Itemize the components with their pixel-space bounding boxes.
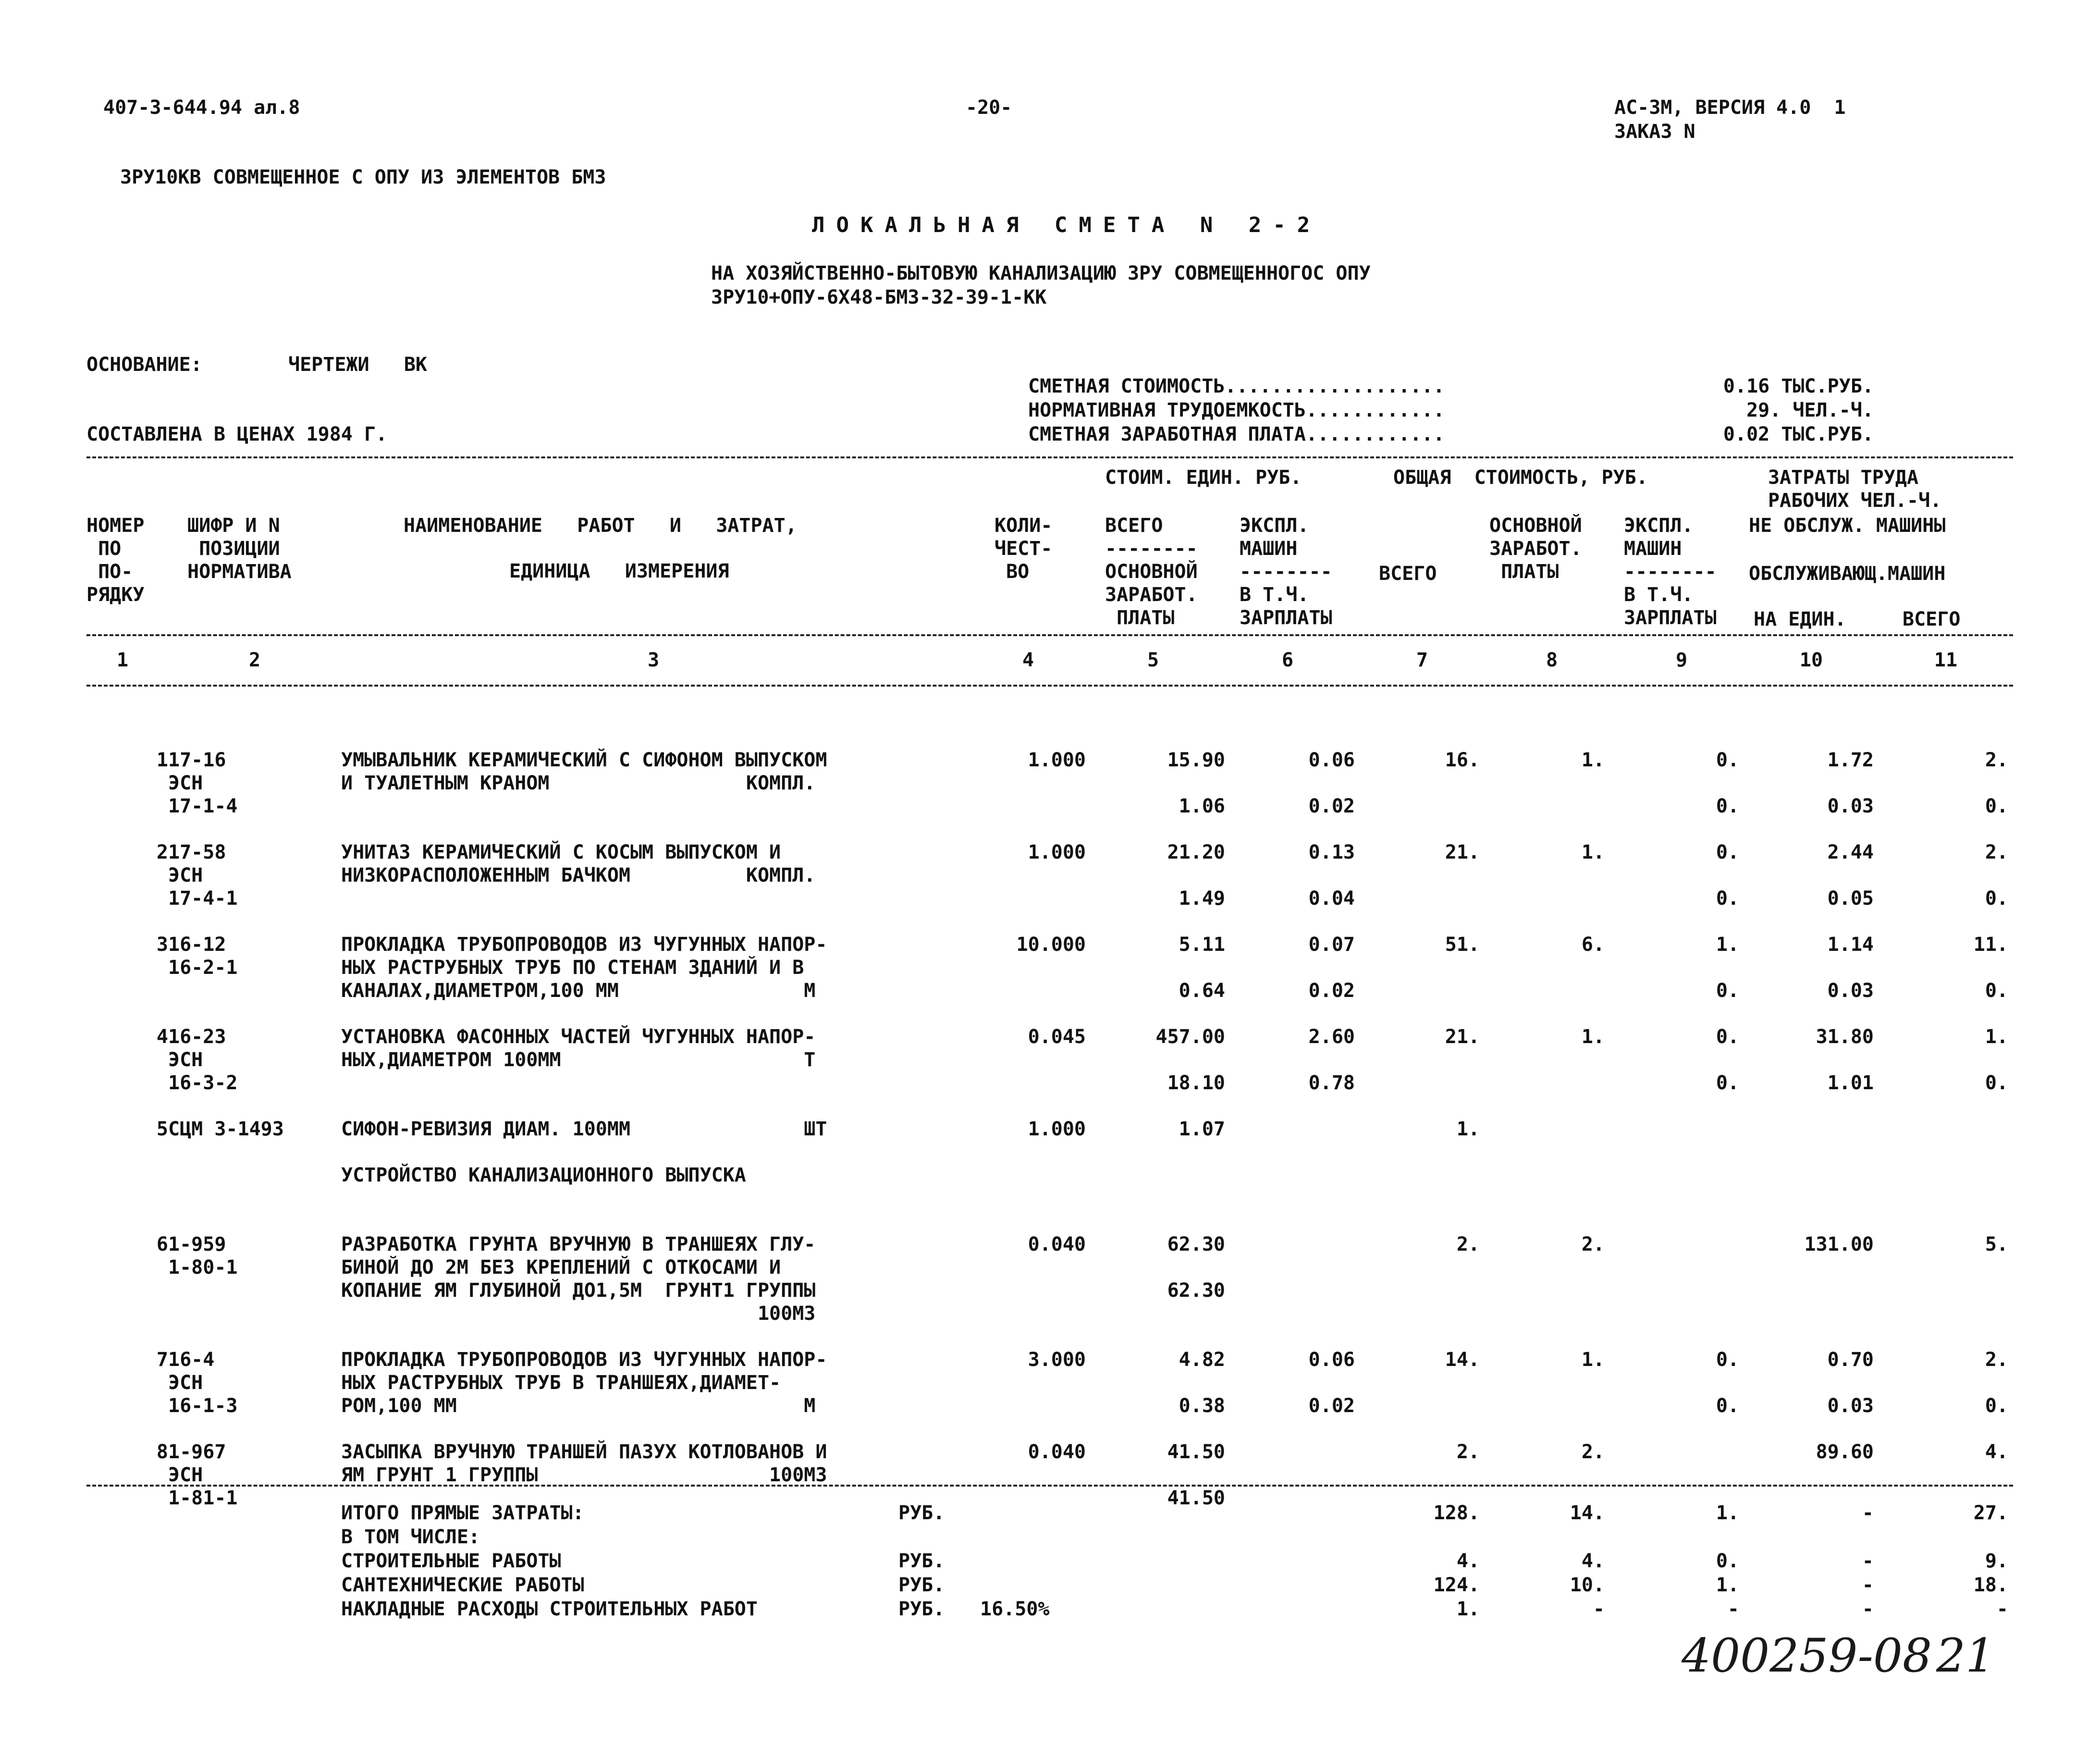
total-label: НАКЛАДНЫЕ РАСХОДЫ СТРОИТЕЛЬНЫХ РАБОТ — [341, 1598, 758, 1620]
unit-cost-machines: 0.02 — [1308, 980, 1355, 1002]
total-machines: 0. — [1716, 980, 1739, 1002]
summary-wage-label: СМЕТНАЯ ЗАРАБОТНАЯ ПЛАТА............ — [1028, 423, 1445, 445]
quantity: 1.000 — [1028, 1118, 1086, 1140]
row-number: 3 — [156, 934, 168, 956]
quantity: 0.045 — [1028, 1026, 1086, 1048]
norm-code: 17-4-1 — [168, 887, 238, 910]
total-cost: 2. — [1456, 1441, 1480, 1463]
total-percent: 16.50% — [980, 1598, 1050, 1620]
norm-code: СЦМ 3-1493 — [168, 1118, 284, 1140]
row-number: 6 — [156, 1233, 168, 1255]
unit-cost-machines: 0.02 — [1308, 1395, 1355, 1417]
work-name: НЫХ,ДИАМЕТРОМ 100ММ Т — [341, 1049, 816, 1071]
labor-total: 0. — [1985, 795, 2008, 817]
unit-cost-machines: 0.04 — [1308, 887, 1355, 910]
work-name: УСТАНОВКА ФАСОННЫХ ЧАСТЕЙ ЧУГУННЫХ НАПОР- — [341, 1026, 816, 1048]
work-name: ЗАСЫПКА ВРУЧНУЮ ТРАНШЕЙ ПАЗУХ КОТЛОВАНОВ И — [341, 1441, 827, 1463]
total-machines: 1. — [1716, 1574, 1739, 1596]
unit-cost-total: 0.64 — [1179, 980, 1225, 1002]
object-name: ЗРУ10КВ СОВМЕЩЕННОЕ С ОПУ ИЗ ЭЛЕМЕНТОВ БМЗ — [120, 166, 606, 188]
col-header-quantity: КОЛИ- ЧЕСТ- ВО — [995, 515, 1053, 583]
basis-value: ЧЕРТЕЖИ ВК — [288, 354, 427, 376]
labor-per-unit: 0.03 — [1827, 980, 1874, 1002]
total-wages: 6. — [1581, 934, 1605, 956]
total-cost: 1. — [1456, 1118, 1480, 1140]
labor-total: 0. — [1985, 1395, 2008, 1417]
total-cost: 21. — [1445, 1026, 1480, 1048]
total-label: СТРОИТЕЛЬНЫЕ РАБОТЫ — [341, 1550, 561, 1572]
norm-code: 16-3-2 — [168, 1072, 238, 1094]
labor-per-unit: - — [1862, 1598, 1874, 1620]
total-label: ИТОГО ПРЯМЫЕ ЗАТРАТЫ: — [341, 1502, 584, 1524]
work-name: 100М3 — [341, 1303, 816, 1325]
estimate-title: ЛОКАЛЬНАЯ СМЕТА N 2-2 — [812, 213, 1322, 237]
sheet-number: 21 — [1936, 1629, 1995, 1683]
work-name: КАНАЛАХ,ДИАМЕТРОМ,100 ММ M — [341, 980, 816, 1002]
col-num: 11 — [1934, 649, 1958, 671]
total-unit: РУБ. — [898, 1574, 945, 1596]
total-wages: 1. — [1581, 1349, 1605, 1371]
norm-code: 16-2-1 — [168, 957, 238, 979]
rule-top — [86, 456, 2013, 458]
section-heading: УСТРОЙСТВО КАНАЛИЗАЦИОННОГО ВЫПУСКА — [341, 1164, 746, 1186]
summary-labor-label: НОРМАТИВНАЯ ТРУДОЕМКОСТЬ............ — [1028, 399, 1445, 421]
total-wages: 4. — [1581, 1550, 1605, 1572]
work-name: РАЗРАБОТКА ГРУНТА ВРУЧНУЮ В ТРАНШЕЯХ ГЛУ- — [341, 1233, 816, 1255]
labor-total: 27. — [1973, 1502, 2008, 1524]
labor-total: 5. — [1985, 1233, 2008, 1255]
labor-per-unit: - — [1862, 1574, 1874, 1596]
total-machines: 0. — [1716, 887, 1739, 910]
row-number: 4 — [156, 1026, 168, 1048]
norm-code: 16-4 — [168, 1349, 215, 1371]
total-cost: 21. — [1445, 841, 1480, 863]
work-name: ПРОКЛАДКА ТРУБОПРОВОДОВ ИЗ ЧУГУННЫХ НАПОР- — [341, 934, 827, 956]
total-machines: 0. — [1716, 1349, 1739, 1371]
norm-code: 17-1-4 — [168, 795, 238, 817]
unit-cost-machines: 0.78 — [1308, 1072, 1355, 1094]
work-name: ЯМ ГРУНТ 1 ГРУППЫ 100М3 — [341, 1464, 827, 1486]
estimate-subtitle-1: НА ХОЗЯЙСТВЕННО-БЫТОВУЮ КАНАЛИЗАЦИЮ ЗРУ СОВМЕЩЕННОГОС ОПУ — [711, 262, 1371, 284]
total-machines: 0. — [1716, 749, 1739, 771]
labor-per-unit: 1.72 — [1827, 749, 1874, 771]
quantity: 10.000 — [1016, 934, 1086, 956]
col-num: 9 — [1675, 649, 1688, 671]
col-header-per-unit: НА ЕДИН. — [1754, 608, 1846, 630]
total-cost: 2. — [1456, 1233, 1480, 1255]
total-label: САНТЕХНИЧЕСКИЕ РАБОТЫ — [341, 1574, 584, 1596]
labor-total: 0. — [1985, 980, 2008, 1002]
labor-total: 1. — [1985, 1026, 2008, 1048]
price-level: СОСТАВЛЕНА В ЦЕНАХ 1984 Г. — [86, 423, 388, 445]
total-label: В ТОМ ЧИСЛЕ: — [341, 1526, 480, 1548]
col-header-all: ВСЕГО — [1903, 608, 1961, 630]
page-number: -20- — [966, 97, 1012, 119]
col-num: 4 — [1022, 649, 1034, 671]
total-machines: - — [1727, 1598, 1739, 1620]
col-header-wages: ОСНОВНОЙ ЗАРАБОТ. ПЛАТЫ — [1489, 515, 1582, 583]
col-header-total: ВСЕГО — [1379, 563, 1437, 585]
total-wages: 1. — [1581, 749, 1605, 771]
labor-total: 9. — [1985, 1550, 2008, 1572]
unit-cost-total: 21.20 — [1167, 841, 1225, 863]
unit-cost-total: 1.06 — [1179, 795, 1225, 817]
rule-header-bottom — [86, 634, 2013, 636]
total-machines: 0. — [1716, 1395, 1739, 1417]
total-wages: 2. — [1581, 1441, 1605, 1463]
norm-code: ЭСН — [168, 864, 203, 886]
labor-total: 0. — [1985, 887, 2008, 910]
work-name: РОМ,100 ММ М — [341, 1395, 816, 1417]
work-name: УНИТАЗ КЕРАМИЧЕСКИЙ С КОСЫМ ВЫПУСКОМ И — [341, 841, 781, 863]
norm-code: ЭСН — [168, 1464, 203, 1486]
total-cost: 16. — [1445, 749, 1480, 771]
quantity: 1.000 — [1028, 749, 1086, 771]
total-machines: 0. — [1716, 1072, 1739, 1094]
unit-cost-total: 0.38 — [1179, 1395, 1225, 1417]
col-num: 6 — [1281, 649, 1294, 671]
summary-wage-value: 0.02 ТЫС.РУБ. — [1723, 423, 1874, 445]
work-name: НЫХ РАСТРУБНЫХ ТРУБ В ТРАНШЕЯХ,ДИАМЕТ- — [341, 1372, 781, 1394]
unit-cost-total: 4.82 — [1179, 1349, 1225, 1371]
col-header-unit-total: ВСЕГО -------- ОСНОВНОЙ ЗАРАБОТ. ПЛАТЫ — [1105, 515, 1198, 629]
norm-code: 1-959 — [168, 1233, 226, 1255]
labor-per-unit: 0.03 — [1827, 1395, 1874, 1417]
unit-cost-total: 62.30 — [1167, 1279, 1225, 1302]
norm-code: ЭСН — [168, 1372, 203, 1394]
norm-code: 1-967 — [168, 1441, 226, 1463]
total-machines: 1. — [1716, 934, 1739, 956]
total-cost: 14. — [1445, 1349, 1480, 1371]
unit-cost-machines: 0.06 — [1308, 1349, 1355, 1371]
work-name: НИЗКОРАСПОЛОЖЕННЫМ БАЧКОМ КОМПЛ. — [341, 864, 816, 886]
labor-per-unit: 89.60 — [1816, 1441, 1874, 1463]
labor-per-unit: 131.00 — [1804, 1233, 1874, 1255]
total-machines: 0. — [1716, 1026, 1739, 1048]
unit-cost-total: 41.50 — [1167, 1441, 1225, 1463]
unit-cost-total: 41.50 — [1167, 1487, 1225, 1509]
unit-cost-total: 457.00 — [1155, 1026, 1225, 1048]
row-number: 1 — [156, 749, 168, 771]
col-header-machines: ЭКСПЛ. МАШИН -------- В Т.Ч. ЗАРПЛАТЫ — [1624, 515, 1717, 629]
total-unit: РУБ. — [898, 1598, 945, 1620]
unit-cost-total: 15.90 — [1167, 749, 1225, 771]
system-version: АС-3М, ВЕРСИЯ 4.0 1 — [1614, 97, 1846, 119]
rule-numbers-bottom — [86, 685, 2013, 687]
row-number: 7 — [156, 1349, 168, 1371]
norm-code: ЭСН — [168, 1049, 203, 1071]
col-num: 5 — [1147, 649, 1159, 671]
row-number: 5 — [156, 1118, 168, 1140]
labor-per-unit: 1.01 — [1827, 1072, 1874, 1094]
quantity: 3.000 — [1028, 1349, 1086, 1371]
total-cost: 4. — [1456, 1550, 1480, 1572]
stamp-number: 400259-08 — [1682, 1629, 1932, 1683]
norm-code: 16-12 — [168, 934, 226, 956]
labor-total: 4. — [1985, 1441, 2008, 1463]
norm-code: ЭСН — [168, 772, 203, 794]
labor-total: 0. — [1985, 1072, 2008, 1094]
row-number: 8 — [156, 1441, 168, 1463]
total-machines: 0. — [1716, 1550, 1739, 1572]
labor-total: 2. — [1985, 1349, 2008, 1371]
col-header-labor: ЗАТРАТЫ ТРУДА РАБОЧИХ ЧЕЛ.-Ч. — [1768, 467, 1942, 512]
summary-cost-value: 0.16 ТЫС.РУБ. — [1723, 375, 1874, 397]
order-number: ЗАКАЗ N — [1614, 121, 1695, 143]
estimate-subtitle-2: ЗРУ10+ОПУ-6Х48-БМЗ-32-39-1-КК — [711, 286, 1047, 308]
unit-cost-machines: 0.02 — [1308, 795, 1355, 817]
summary-labor-value: 29. ЧЕЛ.-Ч. — [1735, 399, 1874, 421]
norm-code: 16-23 — [168, 1026, 226, 1048]
unit-cost-total: 5.11 — [1179, 934, 1225, 956]
work-name: ПРОКЛАДКА ТРУБОПРОВОДОВ ИЗ ЧУГУННЫХ НАПОР- — [341, 1349, 827, 1371]
labor-per-unit: - — [1862, 1550, 1874, 1572]
labor-total: 2. — [1985, 749, 2008, 771]
labor-total: 11. — [1973, 934, 2008, 956]
total-wages: 2. — [1581, 1233, 1605, 1255]
total-cost: 128. — [1433, 1502, 1480, 1524]
labor-per-unit: - — [1862, 1502, 1874, 1524]
labor-per-unit: 0.05 — [1827, 887, 1874, 910]
unit-cost-total: 1.07 — [1179, 1118, 1225, 1140]
total-machines: 0. — [1716, 841, 1739, 863]
total-machines: 0. — [1716, 795, 1739, 817]
norm-code: 1-81-1 — [168, 1487, 238, 1509]
quantity: 0.040 — [1028, 1233, 1086, 1255]
total-wages: 14. — [1570, 1502, 1605, 1524]
col-num: 1 — [116, 649, 129, 671]
labor-per-unit: 31.80 — [1816, 1026, 1874, 1048]
labor-total: - — [1996, 1598, 2008, 1620]
col-header-labor-sub2: ОБСЛУЖИВАЮЩ.МАШИН — [1749, 563, 1946, 585]
quantity: 0.040 — [1028, 1441, 1086, 1463]
quantity: 1.000 — [1028, 841, 1086, 863]
doc-code: 407-3-644.94 ал.8 — [103, 97, 300, 119]
basis-label: ОСНОВАНИЕ: — [86, 354, 202, 376]
total-unit: РУБ. — [898, 1550, 945, 1572]
col-header-row-number: НОМЕР ПО ПО- РЯДКУ — [86, 515, 145, 606]
work-name: УМЫВАЛЬНИК КЕРАМИЧЕСКИЙ С СИФОНОМ ВЫПУСКОМ — [341, 749, 827, 771]
unit-cost-total: 1.49 — [1179, 887, 1225, 910]
unit-cost-total: 62.30 — [1167, 1233, 1225, 1255]
norm-code: 17-58 — [168, 841, 226, 863]
unit-cost-total: 18.10 — [1167, 1072, 1225, 1094]
total-cost: 51. — [1445, 934, 1480, 956]
work-name: СИФОН-РЕВИЗИЯ ДИАМ. 100ММ ШТ — [341, 1118, 827, 1140]
col-header-total-cost: ОБЩАЯ СТОИМОСТЬ, РУБ. — [1393, 467, 1648, 489]
col-header-unit: ЕДИНИЦА ИЗМЕРЕНИЯ — [509, 560, 729, 582]
unit-cost-machines: 0.13 — [1308, 841, 1355, 863]
col-num: 8 — [1546, 649, 1558, 671]
labor-per-unit: 0.03 — [1827, 795, 1874, 817]
col-header-unit-machines: ЭКСПЛ. МАШИН -------- В Т.Ч. ЗАРПЛАТЫ — [1240, 515, 1332, 629]
total-machines: 1. — [1716, 1502, 1739, 1524]
labor-per-unit: 1.14 — [1827, 934, 1874, 956]
col-num: 3 — [647, 649, 660, 671]
summary-cost-label: СМЕТНАЯ СТОИМОСТЬ................... — [1028, 375, 1445, 397]
labor-total: 2. — [1985, 841, 2008, 863]
col-header-name: НАИМЕНОВАНИЕ РАБОТ И ЗАТРАТ, — [404, 515, 797, 537]
total-wages: 10. — [1570, 1574, 1605, 1596]
work-name: БИНОЙ ДО 2М БЕЗ КРЕПЛЕНИЙ С ОТКОСАМИ И — [341, 1256, 781, 1279]
unit-cost-machines: 0.07 — [1308, 934, 1355, 956]
work-name: И ТУАЛЕТНЫМ КРАНОМ КОМПЛ. — [341, 772, 816, 794]
total-wages: - — [1593, 1598, 1605, 1620]
work-name: НЫХ РАСТРУБНЫХ ТРУБ ПО СТЕНАМ ЗДАНИЙ И В — [341, 957, 804, 979]
norm-code: 16-1-3 — [168, 1395, 238, 1417]
col-header-labor-sub: НЕ ОБСЛУЖ. МАШИНЫ — [1749, 515, 1946, 537]
labor-per-unit: 2.44 — [1827, 841, 1874, 863]
row-number: 2 — [156, 841, 168, 863]
total-wages: 1. — [1581, 841, 1605, 863]
col-num: 10 — [1799, 649, 1823, 671]
unit-cost-machines: 2.60 — [1308, 1026, 1355, 1048]
total-wages: 1. — [1581, 1026, 1605, 1048]
col-header-code: ШИФР И N ПОЗИЦИИ НОРМАТИВА — [187, 515, 292, 583]
labor-total: 18. — [1973, 1574, 2008, 1596]
total-cost: 124. — [1433, 1574, 1480, 1596]
col-num: 7 — [1416, 649, 1428, 671]
total-cost: 1. — [1456, 1598, 1480, 1620]
col-header-unit-cost: СТОИМ. ЕДИН. РУБ. — [1105, 467, 1302, 489]
total-unit: РУБ. — [898, 1502, 945, 1524]
labor-per-unit: 0.70 — [1827, 1349, 1874, 1371]
col-num: 2 — [248, 649, 261, 671]
work-name: КОПАНИЕ ЯМ ГЛУБИНОЙ ДО1,5М ГРУНТ1 ГРУППЫ — [341, 1279, 816, 1302]
norm-code: 1-80-1 — [168, 1256, 238, 1279]
norm-code: 17-16 — [168, 749, 226, 771]
unit-cost-machines: 0.06 — [1308, 749, 1355, 771]
